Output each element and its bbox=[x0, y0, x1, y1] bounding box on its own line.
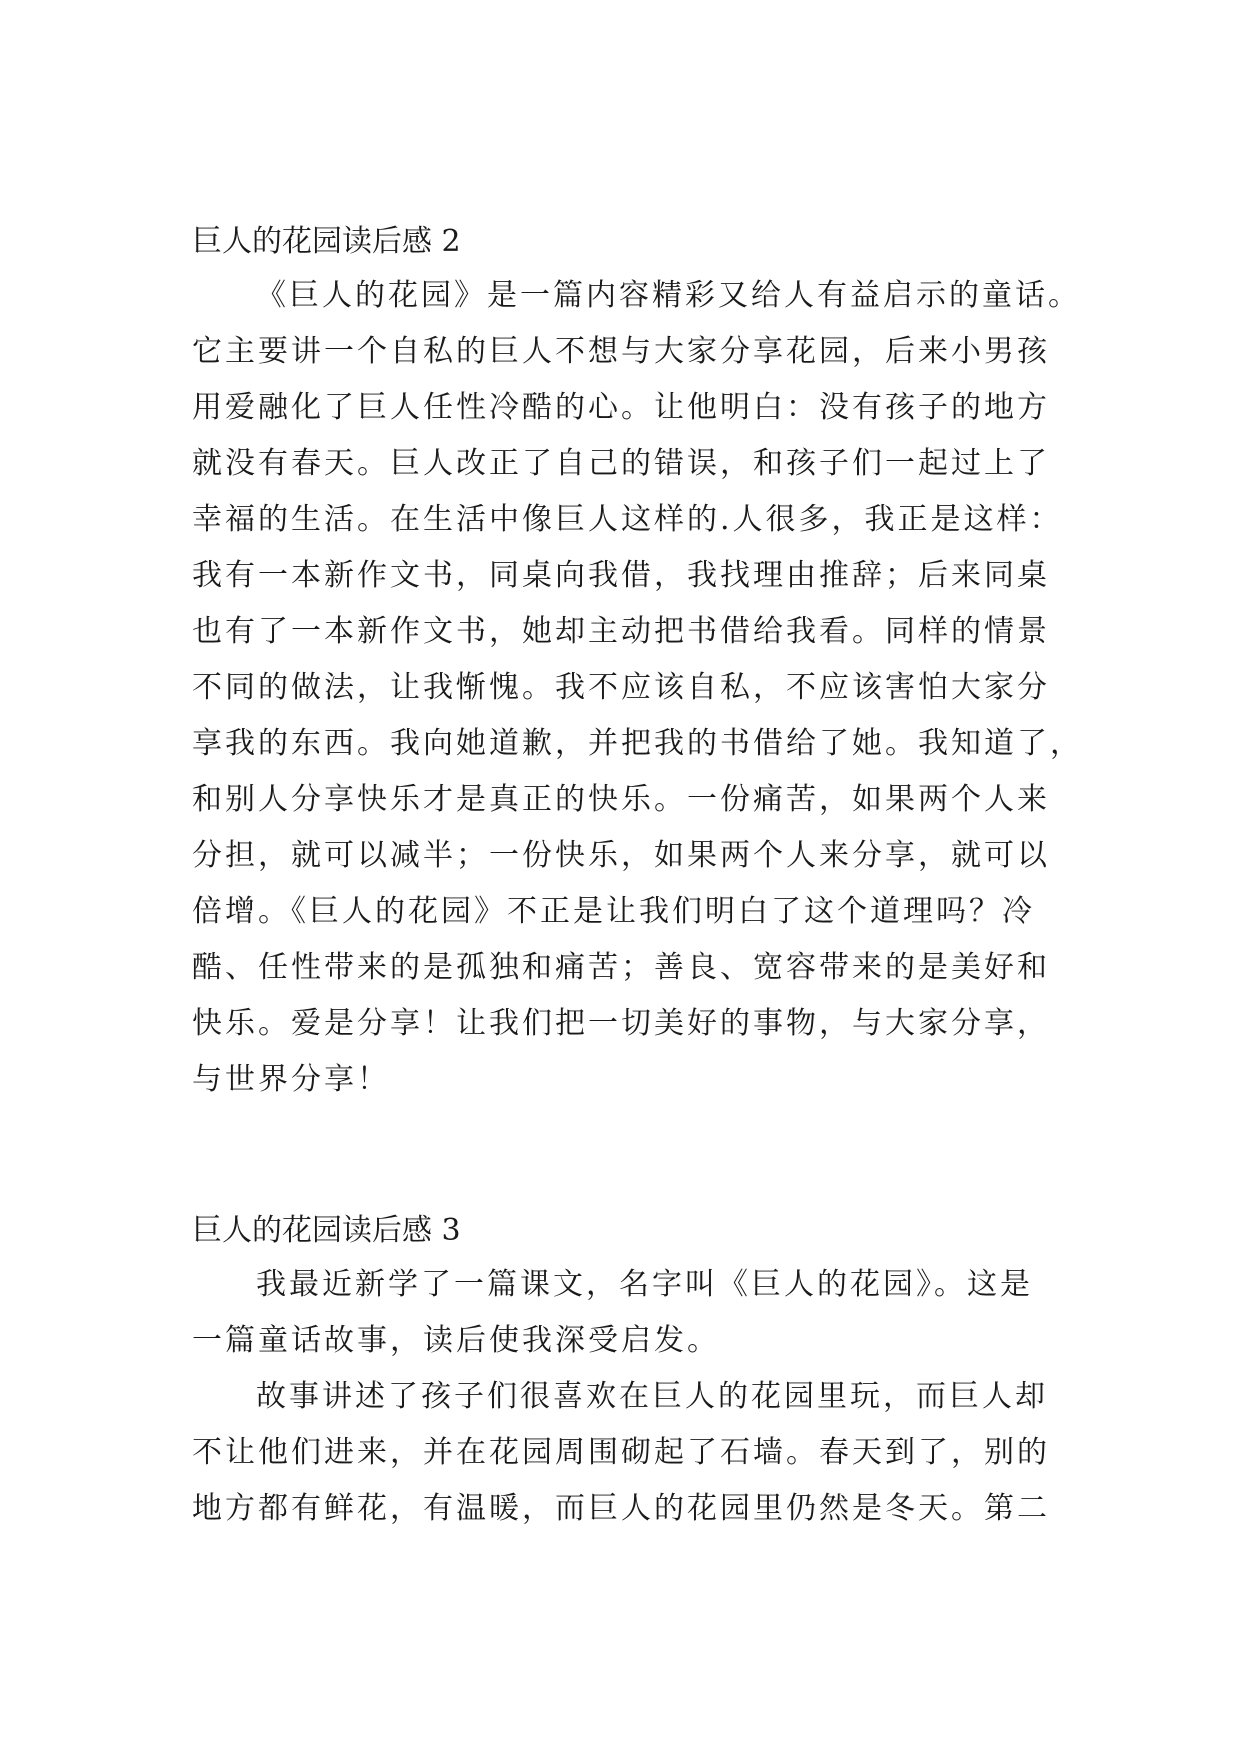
section-body bbox=[192, 268, 1083, 1108]
text-line: 分担，就可以减半；一份快乐，如果两个人来分享，就可以 bbox=[192, 838, 1050, 873]
section-body bbox=[192, 1257, 1072, 1537]
text-line: 酷、任性带来的是孤独和痛苦；善良、宽容带来的是美好和 bbox=[192, 950, 1050, 985]
text-line: 也有了一本新作文书，她却主动把书借给我看。同样的情景 bbox=[192, 614, 1050, 649]
text-line: 就没有春天。巨人改正了自己的错误，和孩子们一起过上了 bbox=[192, 446, 1050, 481]
text-line: 我有一本新作文书，同桌向我借，我找理由推辞；后来同桌 bbox=[192, 558, 1050, 593]
text-line: 不让他们进来，并在花园周围砌起了石墙。春天到了，别的 bbox=[192, 1435, 1050, 1470]
text-line: 用爱融化了巨人任性冷酷的心。让他明白：没有孩子的地方 bbox=[192, 390, 1050, 425]
text-line: 快乐。爱是分享！让我们把一切美好的事物，与大家分享， bbox=[192, 1006, 1050, 1041]
text-line: 一篇童话故事，读后使我深受启发。 bbox=[192, 1323, 720, 1358]
essay-section-3 bbox=[192, 1211, 1072, 1537]
section-heading: 巨人的花园读后感 3 bbox=[192, 1213, 461, 1248]
text-line: 倍增。《巨人的花园》不正是让我们明白了这个道理吗？冷 bbox=[192, 894, 1035, 929]
text-line: 和别人分享快乐才是真正的快乐。一份痛苦，如果两个人来 bbox=[192, 782, 1050, 817]
text-line: 我最近新学了一篇课文，名字叫《巨人的花园》。这是 bbox=[256, 1267, 1033, 1302]
section-heading: 巨人的花园读后感 2 bbox=[192, 224, 461, 259]
text-line: 与世界分享！ bbox=[192, 1062, 390, 1097]
text-line: 不同的做法，让我惭愧。我不应该自私，不应该害怕大家分 bbox=[192, 670, 1050, 705]
text-line: 享我的东西。我向她道歉，并把我的书借给了她。我知道了， bbox=[192, 726, 1083, 761]
essay-section-2 bbox=[192, 222, 1083, 1108]
text-line: 故事讲述了孩子们很喜欢在巨人的花园里玩，而巨人却 bbox=[256, 1379, 1048, 1414]
text-line: 幸福的生活。在生活中像巨人这样的.人很多，我正是这样： bbox=[192, 502, 1063, 537]
text-line: 它主要讲一个自私的巨人不想与大家分享花园，后来小男孩 bbox=[192, 334, 1050, 369]
text-line: 地方都有鲜花，有温暖，而巨人的花园里仍然是冬天。第二 bbox=[192, 1491, 1050, 1526]
text-line: 《巨人的花园》是一篇内容精彩又给人有益启示的童话。 bbox=[256, 278, 1081, 313]
